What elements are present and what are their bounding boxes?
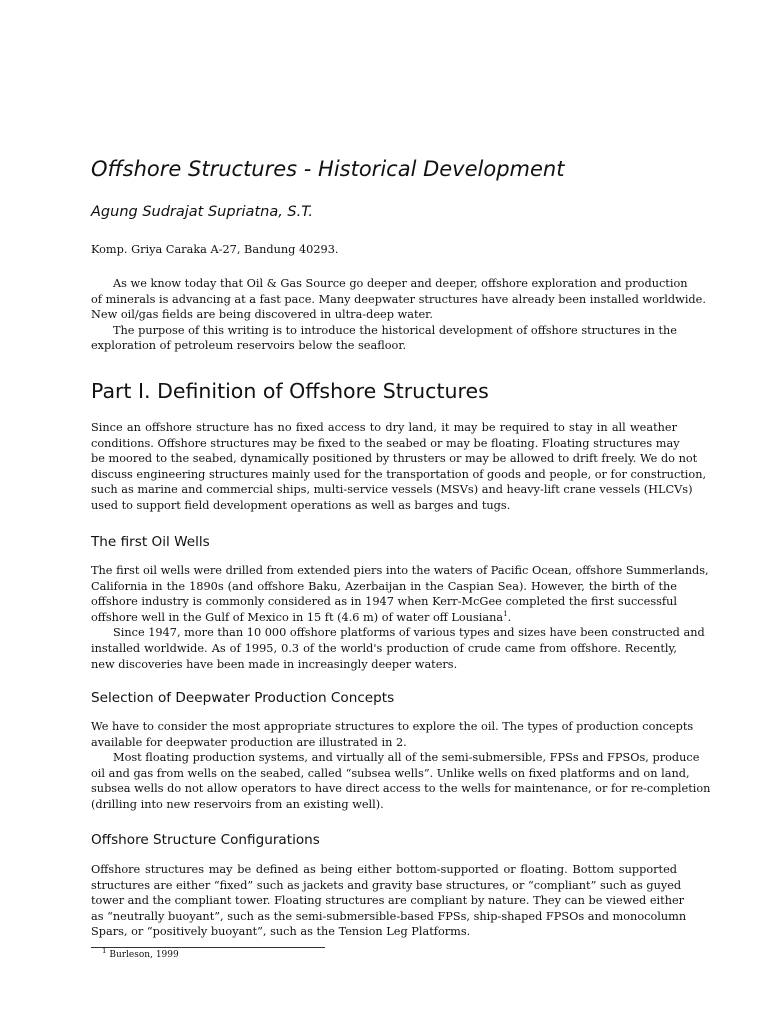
text-line: offshore industry is commonly considered as in 1947 when Kerr-McGee completed the first successful xyxy=(91,595,677,609)
text-line: new discoveries have been made in increasingly deeper waters. xyxy=(91,657,458,671)
footnote-text: Burleson, 1999 xyxy=(109,950,179,960)
first-oil-wells-paragraph-1 xyxy=(91,563,709,625)
intro-paragraph-1 xyxy=(91,276,706,323)
text-line: conditions. Offshore structures may be fixed to the seabed or may be floating. Floating structures may xyxy=(91,436,680,450)
author-address: Komp. Griya Caraka A-27, Bandung 40293. xyxy=(91,243,339,256)
text-line: of minerals is advancing at a fast pace. Many deepwater structures have already been installed worldwide. xyxy=(91,292,706,306)
intro-paragraph-2 xyxy=(91,323,677,354)
text-line: As we know today that Oil & Gas Source go deeper and deeper, offshore exploration and production xyxy=(113,277,688,290)
text-fragment: . xyxy=(507,610,512,624)
text-line: discuss engineering structures mainly used for the transportation of goods and people, or for construction, xyxy=(91,467,707,481)
part-1-heading: Part I. Definition of Offshore Structures xyxy=(91,379,489,403)
footnote-reference[interactable]: 1 xyxy=(503,610,508,619)
text-line: tower and the compliant tower. Floating structures are compliant by nature. They can be viewed either xyxy=(91,894,685,908)
text-line: available for deepwater production are illustrated in 2. xyxy=(91,735,407,749)
text-line: Most floating production systems, and virtually all of the semi-submersible, FPSs and FPSOs, produce xyxy=(113,751,700,765)
text-line: used to support field development operations as well as barges and tugs. xyxy=(91,498,511,512)
text-line: subsea wells do not allow operators to have direct access to the wells for maintenance, or for re-completion xyxy=(91,782,711,796)
selection-heading: Selection of Deepwater Production Concepts xyxy=(91,690,395,706)
text-line xyxy=(91,610,677,626)
document-title: Offshore Structures - Historical Development xyxy=(91,157,565,181)
footnote xyxy=(102,949,179,962)
text-line: be moored to the seabed, dynamically positioned by thrusters or may be allowed to drift freely. We do not xyxy=(91,452,698,466)
footnote-divider xyxy=(91,947,325,948)
text-line: We have to consider the most appropriate structures to explore the oil. The types of production concepts xyxy=(91,720,694,733)
text-line: Spars, or “positively buoyant”, such as the Tension Leg Platforms. xyxy=(91,925,471,939)
text-line: structures are either “fixed” such as jackets and gravity base structures, or “compliant” such as guyed xyxy=(91,878,682,892)
text-line: such as marine and commercial ships, multi-service vessels (MSVs) and heavy-lift crane vessels (HLCVs) xyxy=(91,483,693,497)
text-line: (drilling into new reservoirs from an existing well). xyxy=(91,797,384,811)
text-line: New oil/gas fields are being discovered in ultra-deep water. xyxy=(91,308,433,322)
part-1-paragraph xyxy=(91,420,707,514)
text-line: oil and gas from wells on the seabed, called “subsea wells”. Unlike wells on fixed platforms and on land, xyxy=(91,766,690,780)
text-line: California in the 1890s (and offshore Baku, Azerbaijan in the Caspian Sea). However, the birth of the xyxy=(91,579,677,593)
text-line: The first oil wells were drilled from extended piers into the waters of Pacific Ocean, offshore Summerlands, xyxy=(91,564,709,577)
first-oil-wells-heading: The first Oil Wells xyxy=(91,534,210,550)
text-line: The purpose of this writing is to introduce the historical development of offshore structures in the xyxy=(113,323,677,337)
configurations-heading: Offshore Structure Configurations xyxy=(91,832,320,848)
text-fragment: offshore well in the Gulf of Mexico in 15 ft (4.6 m) of water off Lousiana xyxy=(91,610,504,624)
text-line: exploration of petroleum reservoirs below the seafloor. xyxy=(91,339,407,353)
first-oil-wells-paragraph-2 xyxy=(91,625,705,672)
text-line: Since 1947, more than 10 000 offshore platforms of various types and sizes have been constructed and xyxy=(113,626,705,640)
text-line: Since an offshore structure has no fixed access to dry land, it may be required to stay in all weather xyxy=(91,421,677,434)
author-name: Agung Sudrajat Supriatna, S.T. xyxy=(91,204,313,220)
text-line: Offshore structures may be defined as being either bottom-supported or floating. Bottom supported xyxy=(91,863,677,876)
selection-paragraph-1 xyxy=(91,719,694,750)
footnote-number: 1 xyxy=(102,947,107,955)
text-line: as “neutrally buoyant”, such as the semi-submersible-based FPSs, ship-shaped FPSOs and monocolumn xyxy=(91,909,687,923)
configurations-paragraph xyxy=(91,862,687,940)
selection-paragraph-2 xyxy=(91,750,711,812)
text-line: installed worldwide. As of 1995, 0.3 of the world's production of crude came from offshore. Recently, xyxy=(91,641,677,655)
